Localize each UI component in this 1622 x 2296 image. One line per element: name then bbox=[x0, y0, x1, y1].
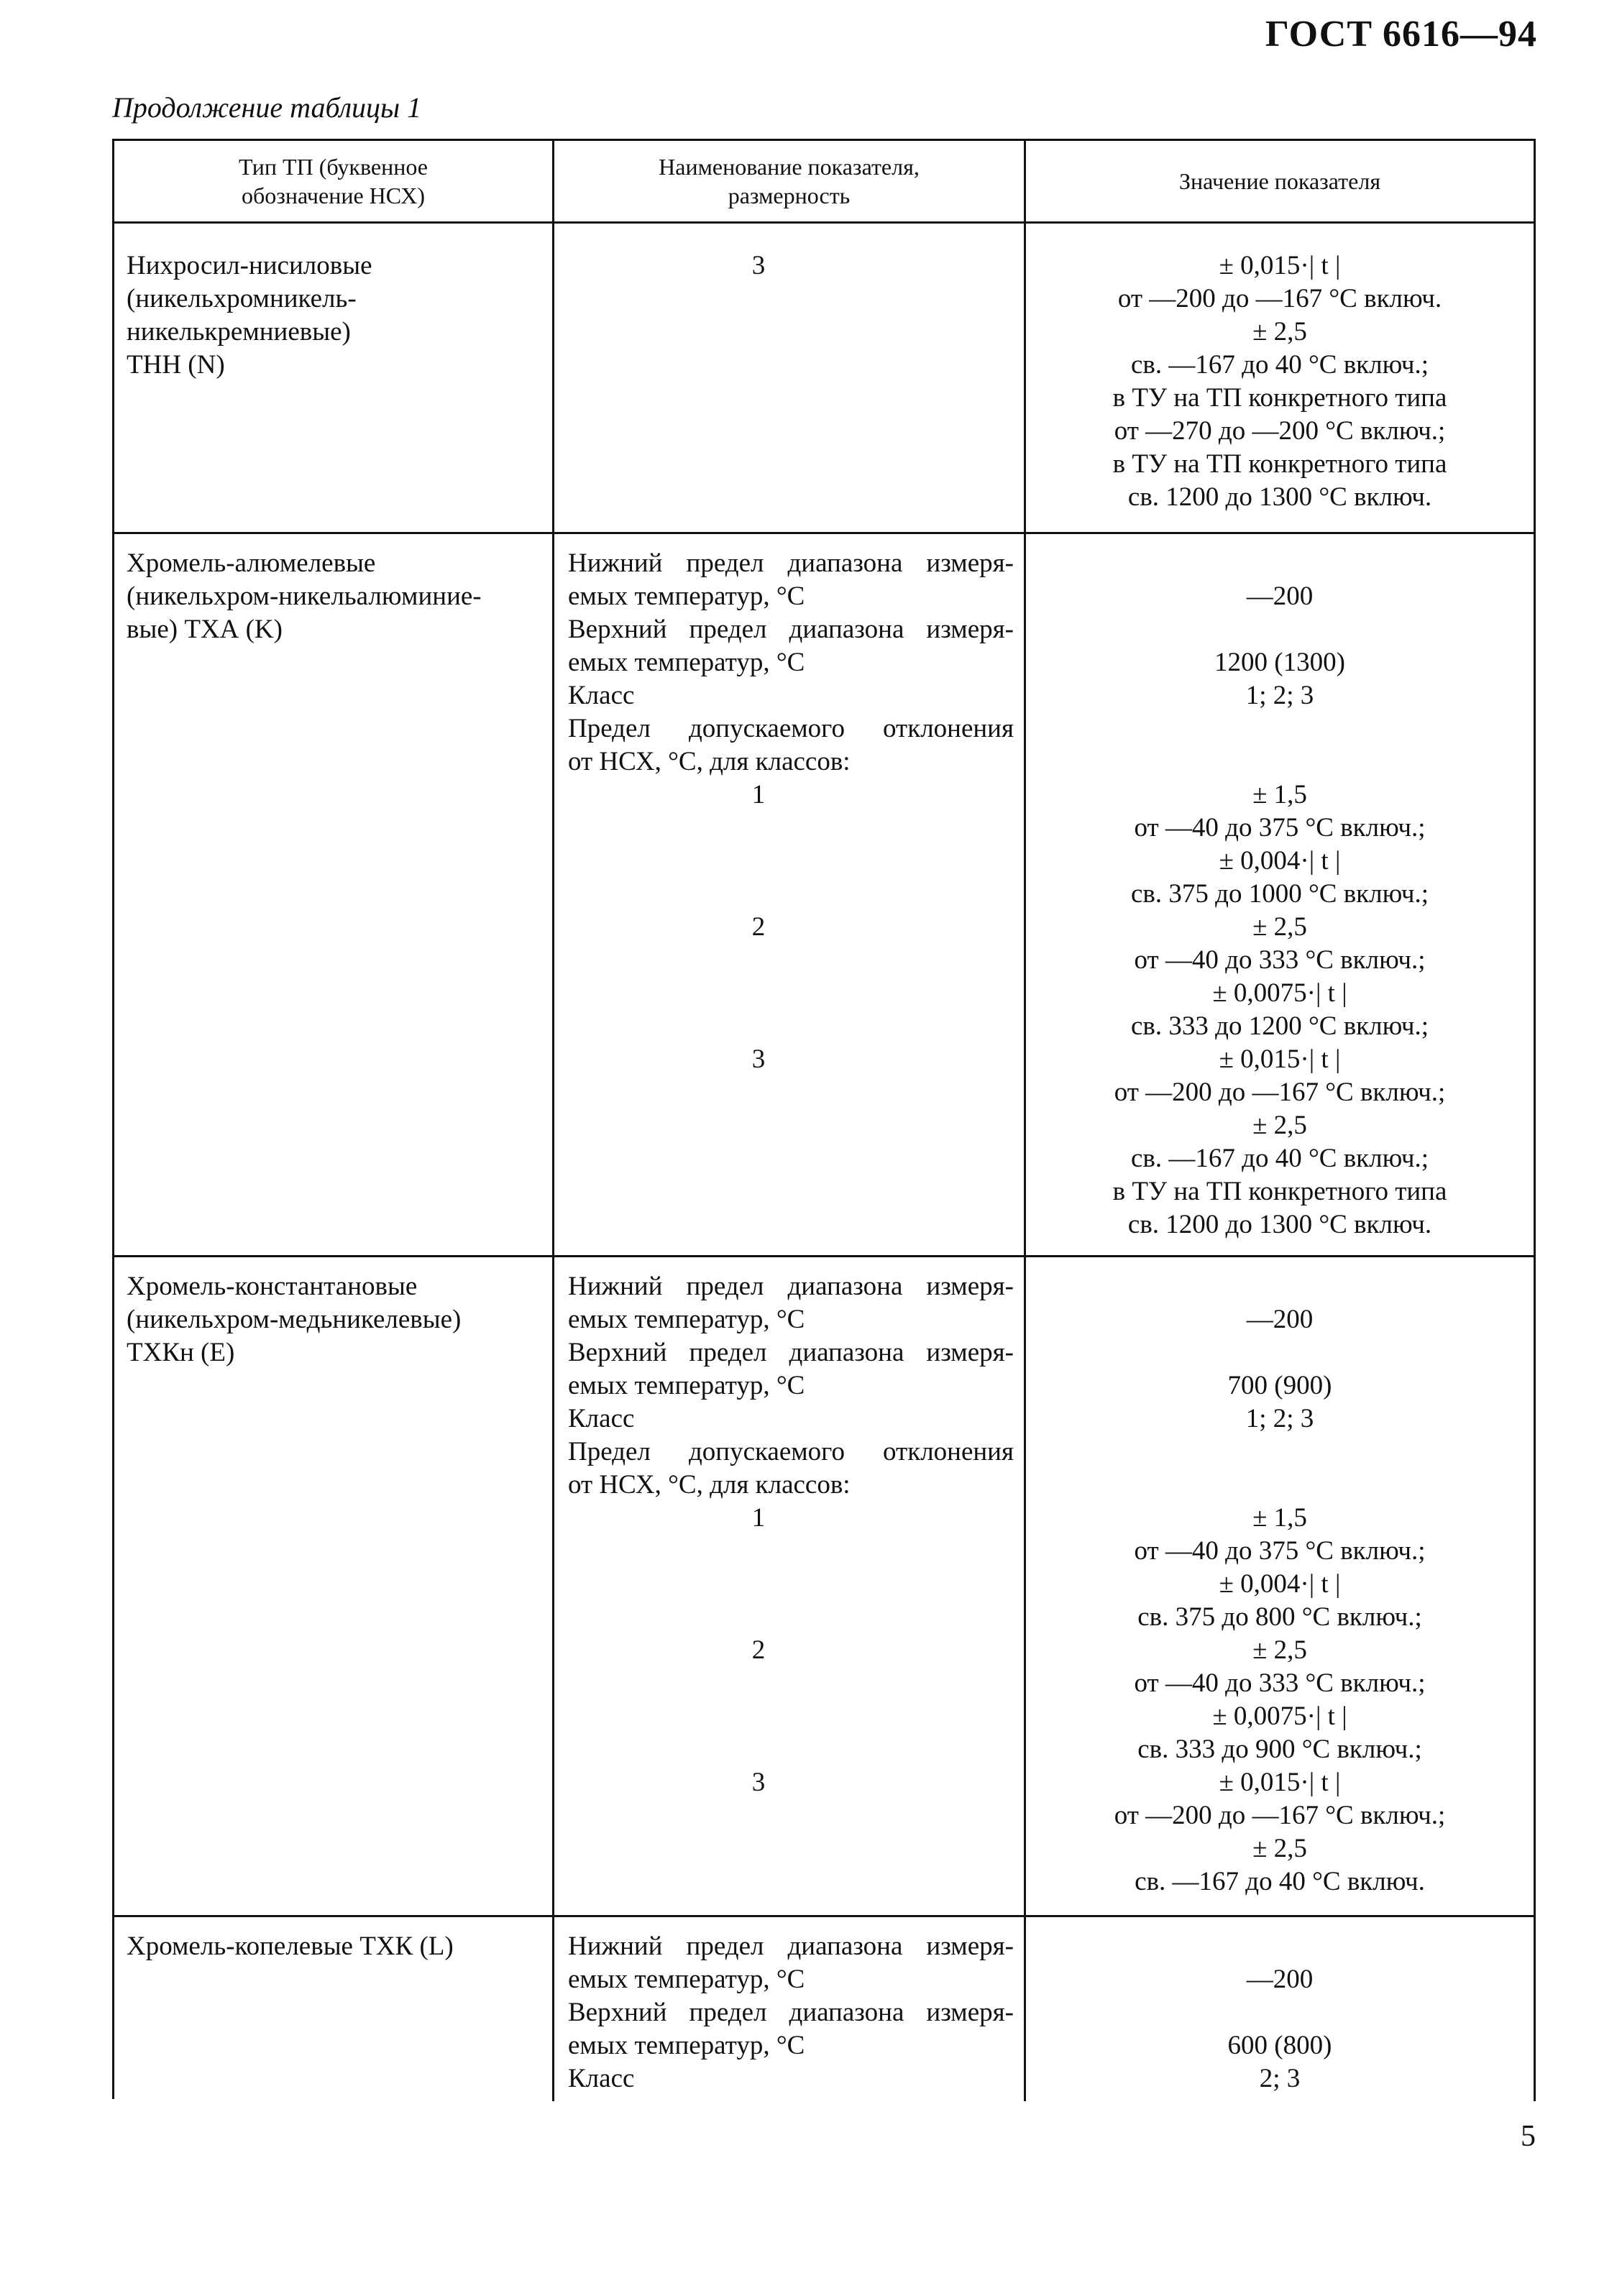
param-line: Верхний предел диапазона измеря- bbox=[568, 1998, 1014, 2027]
row-divider-2 bbox=[112, 1255, 1536, 1257]
value-line: от —200 до —167 °С включ.; bbox=[1114, 1078, 1446, 1107]
value-line bbox=[1032, 547, 1528, 580]
table-row-params-l bbox=[568, 1930, 1014, 2095]
value-line: —200 bbox=[1246, 582, 1314, 611]
value-line: св. —167 до 40 °С включ.; bbox=[1131, 350, 1429, 380]
table-row-values-n bbox=[1032, 249, 1528, 514]
value-line bbox=[1032, 613, 1528, 646]
value-line: 1; 2; 3 bbox=[1245, 1404, 1314, 1433]
row-divider-1 bbox=[112, 532, 1536, 534]
column-divider-2 bbox=[1024, 139, 1026, 2101]
param-line: Предел допускаемого отклонения bbox=[568, 714, 1014, 743]
value-line: ± 2,5 bbox=[1252, 1834, 1307, 1863]
type-line: Хромель-алюмелевые bbox=[127, 548, 376, 578]
value-line: 1200 (1300) bbox=[1214, 648, 1345, 677]
column-header-type-line: обозначение НСХ) bbox=[241, 183, 426, 208]
left-border bbox=[112, 139, 114, 1917]
value-line: св. —167 до 40 °С включ.; bbox=[1131, 1144, 1429, 1173]
value-line: св. 333 до 1200 °С включ.; bbox=[1131, 1011, 1429, 1041]
value-line: св. 375 до 800 °С включ.; bbox=[1137, 1602, 1422, 1632]
value-line bbox=[1032, 1930, 1528, 1963]
class-number: 3 bbox=[751, 1044, 766, 1074]
column-header-type-line: Тип ТП (буквенное bbox=[239, 154, 428, 180]
page-number: 5 bbox=[1521, 2120, 1536, 2153]
param-line: от НСХ, °С, для классов: bbox=[568, 1470, 851, 1500]
type-line: ТХКн (E) bbox=[127, 1338, 235, 1367]
value-line: ± 2,5 bbox=[1252, 317, 1307, 346]
value-line bbox=[1032, 1336, 1528, 1369]
param-line: емых температур, °С bbox=[568, 648, 805, 677]
value-line: ± 2,5 bbox=[1252, 1635, 1307, 1665]
column-header-value bbox=[1026, 141, 1534, 221]
value-line: 1; 2; 3 bbox=[1245, 681, 1314, 710]
value-line: св. 375 до 1000 °С включ.; bbox=[1131, 879, 1429, 909]
value-line: св. —167 до 40 °С включ. bbox=[1135, 1867, 1425, 1896]
left-border-last-row bbox=[112, 1917, 114, 2099]
param-line: Предел допускаемого отклонения bbox=[568, 1437, 1014, 1466]
right-border bbox=[1534, 139, 1536, 2101]
type-line: ТНН (N) bbox=[127, 350, 225, 380]
table-row-params-k bbox=[568, 547, 1014, 1076]
value-line: в ТУ на ТП конкретного типа bbox=[1112, 449, 1447, 479]
param-line: Верхний предел диапазона измеря- bbox=[568, 1338, 1014, 1367]
param-line: от НСХ, °С, для классов: bbox=[568, 747, 851, 776]
value-line: св. 1200 до 1300 °С включ. bbox=[1127, 1210, 1432, 1239]
value-line: св. 333 до 900 °С включ.; bbox=[1137, 1735, 1422, 1764]
class-number: 3 bbox=[751, 1768, 766, 1797]
table-continuation-caption: Продолжение таблицы 1 bbox=[112, 91, 422, 124]
header-bottom-border bbox=[112, 221, 1536, 224]
type-line: Хромель-копелевые ТХК (L) bbox=[127, 1932, 454, 1961]
value-line: от —270 до —200 °С включ.; bbox=[1114, 416, 1446, 446]
value-line: 2; 3 bbox=[1259, 2064, 1301, 2093]
value-line: ± 0,015·| t | bbox=[1219, 1044, 1341, 1074]
value-line: —200 bbox=[1246, 1305, 1314, 1334]
value-line: 700 (900) bbox=[1227, 1371, 1332, 1400]
value-line: от —40 до 333 °С включ.; bbox=[1134, 945, 1426, 975]
table-row-params-e bbox=[568, 1270, 1014, 1799]
param-line: Нижний предел диапазона измеря- bbox=[568, 1932, 1014, 1961]
value-line bbox=[1032, 1270, 1528, 1303]
type-line: (никельхром-медьникелевые) bbox=[127, 1305, 462, 1334]
table-row-type-n bbox=[127, 249, 536, 382]
param-line: Класс bbox=[568, 2064, 635, 2093]
param-line: Класс bbox=[568, 681, 635, 710]
param-line: Нижний предел диапазона измеря- bbox=[568, 548, 1014, 578]
value-line bbox=[1032, 745, 1528, 779]
table-row-values-l bbox=[1032, 1930, 1528, 2095]
type-line: вые) ТХА (K) bbox=[127, 615, 283, 644]
value-line: в ТУ на ТП конкретного типа bbox=[1112, 1177, 1447, 1206]
column-header-value-line: Значение показателя bbox=[1178, 168, 1381, 194]
param-line: емых температур, °С bbox=[568, 1965, 805, 1994]
value-line: 600 (800) bbox=[1227, 2031, 1332, 2060]
table-row-type-l bbox=[127, 1930, 536, 1963]
value-line: ± 0,015·| t | bbox=[1219, 1768, 1341, 1797]
table-row-params-n bbox=[568, 249, 1014, 283]
value-line: от —40 до 333 °С включ.; bbox=[1134, 1668, 1426, 1698]
value-line: ± 2,5 bbox=[1252, 1111, 1307, 1140]
value-line: ± 0,015·| t | bbox=[1219, 251, 1341, 280]
param-line: емых температур, °С bbox=[568, 1371, 805, 1400]
value-line: от —40 до 375 °С включ.; bbox=[1134, 813, 1426, 842]
param-line: емых температур, °С bbox=[568, 582, 805, 611]
value-line bbox=[1032, 1996, 1528, 2029]
param-line: Класс bbox=[568, 1404, 635, 1433]
value-line: св. 1200 до 1300 °С включ. bbox=[1127, 482, 1432, 512]
value-line: —200 bbox=[1246, 1965, 1314, 1994]
table-row-values-k bbox=[1032, 547, 1528, 1241]
value-line: ± 0,004·| t | bbox=[1219, 846, 1341, 876]
class-number: 1 bbox=[751, 1503, 766, 1533]
class-number: 1 bbox=[751, 780, 766, 809]
value-line: в ТУ на ТП конкретного типа bbox=[1112, 383, 1447, 413]
value-line: ± 0,0075·| t | bbox=[1212, 1702, 1347, 1731]
table-row-type-e bbox=[127, 1270, 536, 1369]
param-line: Нижний предел диапазона измеря- bbox=[568, 1272, 1014, 1301]
type-line: Хромель-константановые bbox=[127, 1272, 418, 1301]
value-line: от —200 до —167 °С включ.; bbox=[1114, 1801, 1446, 1830]
type-line: (никельхромникель- bbox=[127, 284, 357, 313]
class-number: 2 bbox=[751, 1635, 766, 1665]
column-header-parameter-line: размерность bbox=[728, 183, 851, 208]
value-line: ± 0,0075·| t | bbox=[1212, 978, 1347, 1008]
table-row-type-k bbox=[127, 547, 536, 646]
param-line: емых температур, °С bbox=[568, 1305, 805, 1334]
value-line: ± 1,5 bbox=[1252, 780, 1307, 809]
value-line: ± 0,004·| t | bbox=[1219, 1569, 1341, 1599]
type-line: (никельхром-никельалюминие- bbox=[127, 582, 482, 611]
type-line: Нихросил-нисиловые bbox=[127, 251, 372, 280]
value-line bbox=[1032, 1469, 1528, 1502]
column-header-type bbox=[114, 141, 552, 221]
value-line bbox=[1032, 712, 1528, 745]
value-line bbox=[1032, 1436, 1528, 1469]
value-line: от —200 до —167 °С включ. bbox=[1117, 284, 1442, 313]
value-line: от —40 до 375 °С включ.; bbox=[1134, 1536, 1426, 1566]
column-header-parameter-line: Наименование показателя, bbox=[659, 154, 920, 180]
standard-number: ГОСТ 6616—94 bbox=[1265, 14, 1537, 55]
param-line: Верхний предел диапазона измеря- bbox=[568, 615, 1014, 644]
row-divider-3 bbox=[112, 1915, 1536, 1917]
column-divider-1 bbox=[552, 139, 554, 2101]
param-line: емых температур, °С bbox=[568, 2031, 805, 2060]
type-line: никелькремниевые) bbox=[127, 317, 351, 346]
value-line: ± 1,5 bbox=[1252, 1503, 1307, 1533]
column-header-parameter bbox=[554, 141, 1024, 221]
table-row-values-e bbox=[1032, 1270, 1528, 1898]
value-line: ± 2,5 bbox=[1252, 912, 1307, 942]
class-number: 3 bbox=[751, 251, 766, 280]
class-number: 2 bbox=[751, 912, 766, 942]
